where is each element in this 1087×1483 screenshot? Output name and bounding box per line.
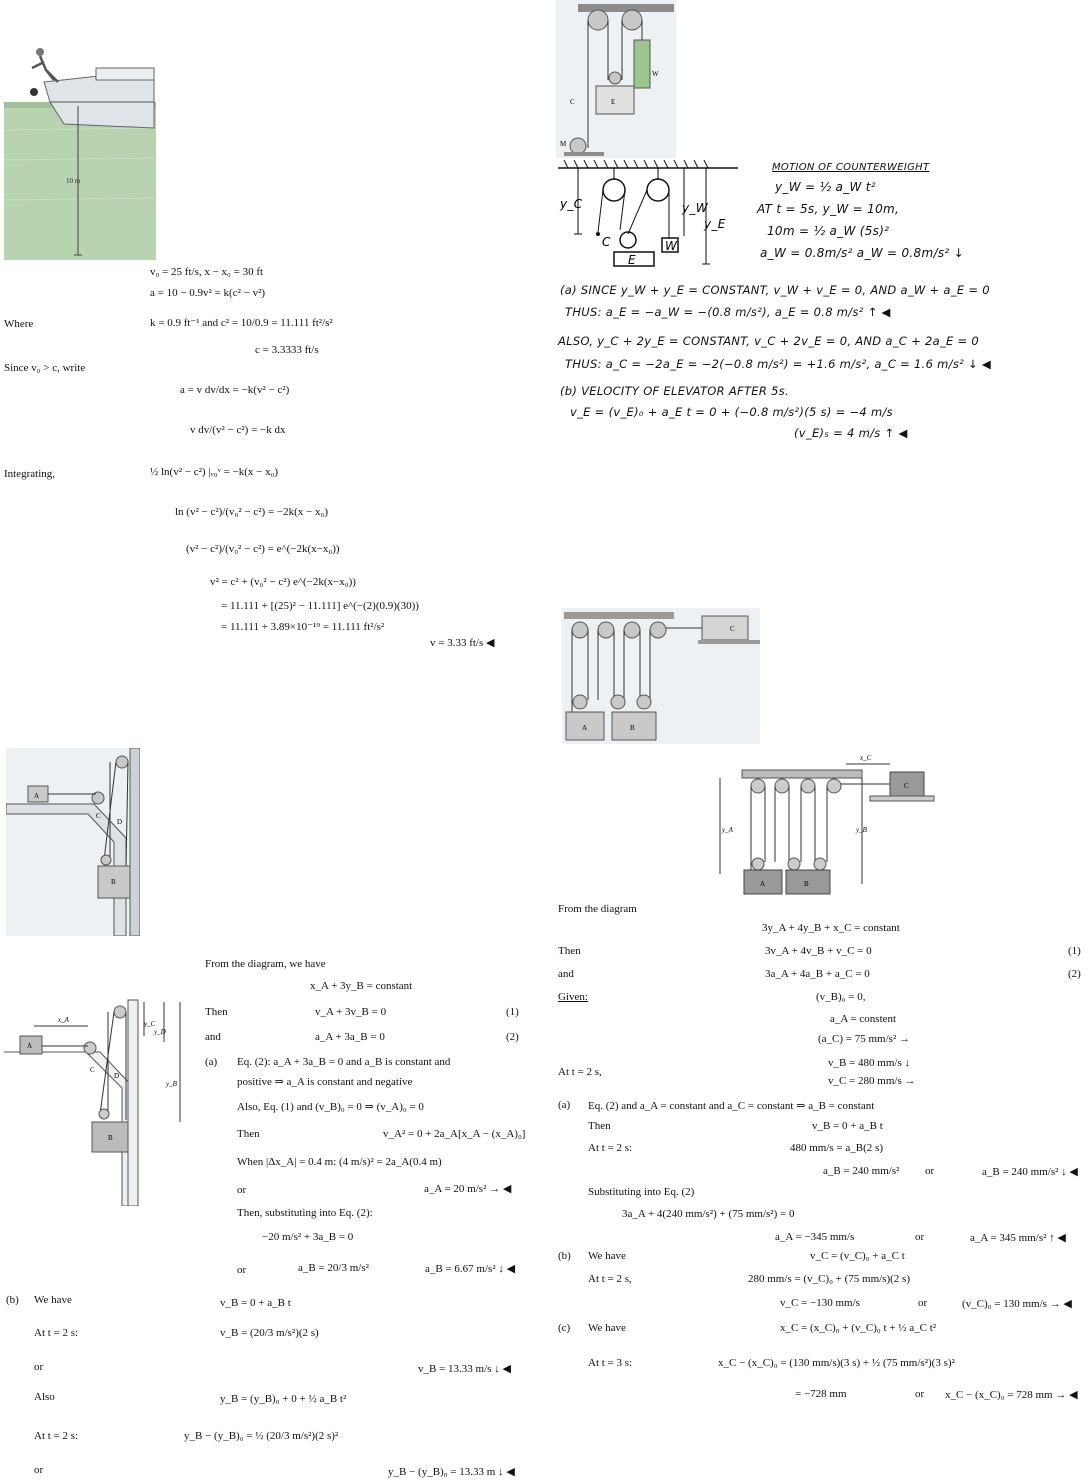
p4-b-or: or [918, 1297, 928, 1309]
hand-line-2: AT t = 5s, y_W = 10m, [757, 202, 900, 216]
hand-line-b: THUS: a_E = −a_W = −(0.8 m/s²), a_E = 0.8 m/s² ↑ ◀ [565, 305, 891, 319]
p4-a-line-3: 480 mm/s = a_B(2 s) [790, 1142, 883, 1154]
p3-b-line-1: v_B = 0 + a_B t [220, 1297, 291, 1309]
integrating-label: Integrating, [4, 468, 56, 480]
p4-a-then: Then [588, 1120, 611, 1132]
hand-line-f: v_E = (v_E)₀ + a_E t = 0 + (−0.8 m/s²)(5 s) = −4 m/s [570, 405, 893, 419]
p3-eq1: v_A + 3v_B = 0 [315, 1006, 387, 1018]
diag-label-yb: y_B [856, 826, 867, 834]
sketch-label-ye: y_E [704, 217, 726, 231]
integral-line-6: = 11.111 + 3.89×10⁻¹⁹ = 11.111 ft²/s² [221, 621, 385, 633]
pulley-system-figure [562, 608, 760, 744]
p4-c-line-2: x_C − (x_C)₀ = (130 mm/s)(3 s) + ½ (75 mm/s²)(3 s)² [718, 1357, 955, 1369]
p4-part-c: (c) [558, 1322, 571, 1334]
p4-a-line-2: v_B = 0 + a_B t [812, 1120, 883, 1132]
p4-then: Then [558, 945, 581, 957]
p4-c-answer-xc: x_C − (x_C)₀ = 728 mm → ◀ [945, 1388, 1078, 1401]
p4-given-5: v_C = 280 mm/s → [828, 1075, 916, 1087]
incline-diagram [4, 996, 194, 1206]
depth-label: 10 m [66, 177, 81, 185]
p4-part-a: (a) [558, 1099, 571, 1111]
given-line-1: v₀ = 25 ft/s, x − x₀ = 30 ft [150, 266, 264, 278]
p3-b-at2: At t = 2 s: [34, 1327, 79, 1339]
p4-c-line-1: x_C = (x_C)₀ + (v_C)₀ t + ½ a_C t² [780, 1322, 937, 1334]
p3-eq1-num: (1) [506, 1006, 519, 1018]
p4-a-answer-ab: a_B = 240 mm/s² ↓ ◀ [982, 1165, 1078, 1178]
p4-c-or: or [915, 1388, 925, 1400]
diag-label-a: A [27, 1042, 33, 1050]
p4-a-answer-aa: a_A = 345 mm/s² ↑ ◀ [970, 1231, 1066, 1244]
p4-b-we-have: We have [588, 1250, 626, 1262]
fig-label-e: E [611, 98, 616, 106]
p4-a-answer-ab-val: a_B = 240 mm/s² [823, 1165, 900, 1177]
elevator-figure [556, 0, 676, 158]
p3-b-line-4: y_B = (y_B)₀ + 0 + ½ a_B t² [220, 1393, 347, 1405]
p3-a-line-4: v_A² = 0 + 2a_A[x_A − (x_A)₀] [383, 1128, 526, 1140]
p4-part-b: (b) [558, 1250, 571, 1262]
separated-equation: v dv/(v² − c²) = −k dx [190, 424, 286, 436]
hand-line-3: 10m = ½ a_W (5s)² [767, 224, 890, 238]
p4-a-or-2: or [915, 1231, 925, 1243]
p3-b-or-1: or [34, 1361, 44, 1373]
p4-b-line-2: 280 mm/s = (v_C)₀ + (75 mm/s)(2 s) [748, 1273, 910, 1285]
boat-figure [4, 40, 156, 260]
pulley-diagram [710, 748, 940, 900]
p4-eq1: 3v_A + 4v_B + v_C = 0 [765, 945, 872, 957]
sketch-label-c: C [602, 235, 611, 249]
integral-line-1: ½ ln(v² − c²) |ᵥ₀ᵛ = −k(x − x₀) [150, 466, 279, 478]
p4-a-or-1: or [925, 1165, 935, 1177]
fig-label-c: C [570, 98, 575, 106]
p3-b-at2-2: At t = 2 s: [34, 1430, 79, 1442]
p3-constraint: x_A + 3y_B = constant [310, 980, 413, 992]
p3-b-line-2: v_B = (20/3 m/s²)(2 s) [220, 1327, 319, 1339]
p3-a-then: Then [237, 1128, 260, 1140]
diag-label-a: A [760, 880, 766, 888]
where-label: Where [4, 318, 34, 330]
p3-from-diagram: From the diagram, we have [205, 958, 326, 970]
diag-label-b: B [804, 880, 809, 888]
p3-b-answer-vb: v_B = 13.33 m/s ↓ ◀ [418, 1362, 511, 1375]
p4-and: and [558, 968, 574, 980]
hand-line-g: (v_E)₅ = 4 m/s ↑ ◀ [794, 426, 908, 440]
hand-line-1: y_W = ½ a_W t² [775, 180, 876, 194]
p4-eq1-num: (1) [1068, 945, 1081, 957]
p3-a-line-9: a_B = 20/3 m/s² [298, 1262, 369, 1274]
diag-label-yb: y_B [166, 1080, 177, 1088]
fig-label-b: B [111, 878, 116, 886]
p4-given-2: a_A = constent [830, 1013, 897, 1025]
diag-label-ya: y_A [722, 826, 733, 834]
diag-label-b: B [108, 1134, 113, 1142]
integral-line-5: = 11.111 + [(25)² − 11.111] e^(−(2)(0.9)(30)) [221, 600, 419, 612]
sketch-label-yc: y_C [560, 197, 583, 211]
hand-line-4: a_W = 0.8m/s² a_W = 0.8m/s² ↓ [760, 246, 964, 260]
p3-a-line-2: positive ⇒ a_A is constant and negative [237, 1076, 413, 1088]
answer-velocity: v = 3.33 ft/s ◀ [430, 636, 494, 649]
p4-at2: At t = 2 s, [558, 1066, 602, 1078]
p3-b-or-2: or [34, 1464, 44, 1476]
hand-line-c: ALSO, y_C + 2y_E = CONSTANT, v_C + 2v_E = 0, AND a_C + 2a_E = 0 [558, 334, 980, 348]
p3-a-answer-ab: a_B = 6.67 m/s² ↓ ◀ [425, 1262, 515, 1275]
where-equation: k = 0.9 ft⁻¹ and c² = 10/0.9 = 11.111 ft²/s² [150, 317, 333, 329]
c-value: c = 3.3333 ft/s [255, 344, 319, 356]
p4-c-line-3: = −728 mm [795, 1388, 847, 1400]
fig-label-c: C [730, 625, 735, 633]
fig-label-a: A [582, 724, 588, 732]
diag-label-xc: x_C [860, 754, 872, 762]
p4-given-4: v_B = 480 mm/s ↓ [828, 1057, 910, 1069]
integral-line-2: ln (v² − c²)/(v₀² − c²) = −2k(x − x₀) [175, 506, 328, 518]
p4-given-3: (a_C) = 75 mm/s² → [818, 1033, 910, 1045]
fig-label-d: D [117, 818, 123, 826]
p3-a-or-2: or [237, 1264, 247, 1276]
diag-label-d: D [114, 1072, 120, 1080]
p3-a-line-7: Then, substituting into Eq. (2): [237, 1207, 373, 1219]
p3-b-answer-yb: y_B − (y_B)₀ = 13.33 m ↓ ◀ [388, 1465, 515, 1478]
p4-b-line-3: v_C = −130 mm/s [780, 1297, 860, 1309]
p3-part-a: (a) [205, 1056, 218, 1068]
p4-a-line-8: a_A = −345 mm/s [775, 1231, 855, 1243]
p4-c-we-have: We have [588, 1322, 626, 1334]
integral-line-3: (v² − c²)/(v₀² − c²) = e^(−2k(x−x₀)) [186, 543, 340, 555]
sketch-label-yw: y_W [682, 201, 708, 215]
fig-label-c2: C [96, 812, 101, 820]
fig-label-a: A [34, 792, 40, 800]
p4-a-line-6: Substituting into Eq. (2) [588, 1186, 695, 1198]
p4-eq2-num: (2) [1068, 968, 1081, 980]
counterweight-title: MOTION OF COUNTERWEIGHT [772, 162, 930, 173]
p4-a-line-1: Eq. (2) and a_A = constant and a_C = constant ⇒ a_B = constant [588, 1100, 875, 1112]
p4-b-line-1: v_C = (v_C)₀ + a_C t [810, 1250, 905, 1262]
diag-label-c: C [904, 782, 909, 790]
p4-from-diagram: From the diagram [558, 903, 637, 915]
p3-then: Then [205, 1006, 228, 1018]
hand-line-e: (b) VELOCITY OF ELEVATOR AFTER 5s. [560, 384, 789, 398]
diag-label-yc: y_C [144, 1020, 156, 1028]
p3-a-or-1: or [237, 1184, 247, 1196]
diag-label-xa: x_A [58, 1016, 69, 1024]
p3-eq2: a_A + 3a_B = 0 [315, 1031, 385, 1043]
p4-eq2: 3a_A + 4a_B + a_C = 0 [765, 968, 870, 980]
p4-b-at2: At t = 2 s, [588, 1273, 632, 1285]
p3-a-line-3: Also, Eq. (1) and (v_B)₀ = 0 ⇒ (v_A)₀ = 0 [237, 1101, 424, 1113]
p4-a-at2: At t = 2 s: [588, 1142, 633, 1154]
p4-b-answer-vc0: (v_C)₀ = 130 mm/s → ◀ [962, 1297, 1072, 1310]
incline-figure [6, 748, 140, 936]
p3-b-also: Also [34, 1391, 55, 1403]
p3-a-line-5: When |Δx_A| = 0.4 m: (4 m/s)² = 2a_A(0.4 m) [237, 1156, 442, 1168]
p3-and: and [205, 1031, 221, 1043]
p4-constraint: 3y_A + 4y_B + x_C = constant [762, 922, 900, 934]
hand-line-a: (a) SINCE y_W + y_E = CONSTANT, v_W + v_E = 0, AND a_W + a_E = 0 [560, 283, 990, 297]
p4-c-at3: At t = 3 s: [588, 1357, 633, 1369]
diag-label-yd: y_D [154, 1028, 166, 1036]
p3-part-b: (b) [6, 1294, 19, 1306]
integral-line-4: v² = c² + (v₀² − c²) e^(−2k(x−x₀)) [210, 576, 356, 588]
sketch-label-e: E [628, 253, 636, 267]
p4-given-1: (v_B)₀ = 0, [816, 991, 866, 1003]
acceleration-equation: a = v dv/dx = −k(v² − c²) [180, 384, 290, 396]
since-label: Since v₀ > c, write [4, 362, 86, 374]
p3-a-line-1: Eq. (2): a_A + 3a_B = 0 and a_B is constant and [237, 1056, 451, 1068]
p4-given: Given: [558, 991, 588, 1003]
given-line-2: a = 10 − 0.9v² = k(c² − v²) [150, 287, 266, 299]
p3-b-we-have: We have [34, 1294, 72, 1306]
diag-label-c: C [90, 1066, 95, 1074]
fig-label-m: M [560, 140, 567, 148]
p3-b-line-5: y_B − (y_B)₀ = ½ (20/3 m/s²)(2 s)² [184, 1430, 339, 1442]
elevator-sketch [558, 160, 748, 276]
sketch-label-w: W [665, 239, 678, 253]
p3-eq2-num: (2) [506, 1031, 519, 1043]
hand-line-d: THUS: a_C = −2a_E = −2(−0.8 m/s²) = +1.6 m/s², a_C = 1.6 m/s² ↓ ◀ [565, 357, 991, 371]
p4-a-line-7: 3a_A + 4(240 mm/s²) + (75 mm/s²) = 0 [622, 1208, 795, 1220]
fig-label-b: B [630, 724, 635, 732]
p3-a-line-8: −20 m/s² + 3a_B = 0 [262, 1231, 354, 1243]
p3-a-answer-aa: a_A = 20 m/s² → ◀ [424, 1182, 511, 1195]
fig-label-w: W [652, 70, 659, 78]
